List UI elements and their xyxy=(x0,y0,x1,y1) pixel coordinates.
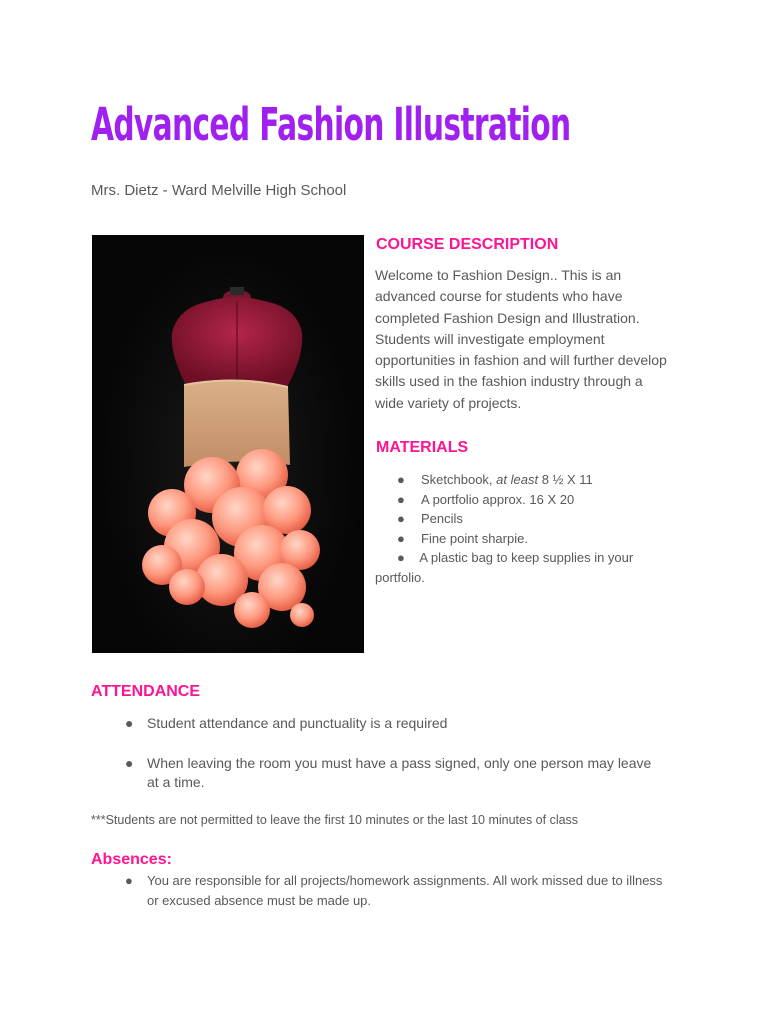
list-item xyxy=(375,490,665,510)
attendance-punctuality: Student attendance and punctuality is a required xyxy=(147,715,448,731)
list-item xyxy=(375,548,665,587)
attendance-pass-rule: When leaving the room you must have a pass signed, only one person may leave at a time. xyxy=(147,755,652,790)
course-description-text: Welcome to Fashion Design.. This is an advanced course for students who have completed Fashion Design and Illustration. Students will investigate employment opportunities in fashion and will further develop skills used in the fashion industry through a wide variety of projects. xyxy=(375,267,667,411)
dress-illustration xyxy=(92,235,364,653)
page-title: Advanced Fashion Illustration xyxy=(91,98,571,151)
bullet-icon: ● xyxy=(397,491,405,507)
bullet-icon: ● xyxy=(397,530,405,546)
material-sketchbook-emphasis: at least xyxy=(496,472,539,487)
absences-rule: You are responsible for all projects/homework assignments. All work missed due to illness or excused absence must be made up. xyxy=(147,873,663,908)
list-item xyxy=(91,714,661,733)
material-plastic-bag-cont: portfolio. xyxy=(375,569,425,585)
list-item xyxy=(375,529,665,549)
absences-heading: Absences: xyxy=(91,851,172,868)
list-item xyxy=(375,509,665,529)
materials-heading: MATERIALS xyxy=(376,439,469,456)
material-portfolio: A portfolio approx. 16 X 20 xyxy=(421,491,575,507)
material-sharpie: Fine point sharpie. xyxy=(421,530,528,546)
bullet-icon: ● xyxy=(397,550,405,565)
bullet-icon: ● xyxy=(125,755,134,771)
list-item xyxy=(91,871,671,911)
material-sketchbook: Sketchbook, xyxy=(421,472,497,487)
material-pencils: Pencils xyxy=(421,511,463,526)
teacher-school-subtitle: Mrs. Dietz - Ward Melville High School xyxy=(91,182,347,199)
attendance-heading: ATTENDANCE xyxy=(91,683,201,700)
bullet-icon: ● xyxy=(125,715,134,731)
course-description-heading: COURSE DESCRIPTION xyxy=(376,236,559,253)
material-plastic-bag: A plastic bag to keep supplies in your xyxy=(419,550,634,565)
bullet-icon: ● xyxy=(397,472,405,487)
list-item xyxy=(375,470,665,490)
bullet-icon: ● xyxy=(397,511,405,526)
materials-list xyxy=(375,470,665,587)
list-item xyxy=(91,754,661,792)
dress-photo xyxy=(92,235,364,653)
material-sketchbook-size: 8 ½ X 11 xyxy=(538,472,593,487)
attendance-note: ***Students are not permitted to leave the first 10 minutes or the last 10 minutes of class xyxy=(91,813,579,827)
bullet-icon: ● xyxy=(125,873,133,888)
